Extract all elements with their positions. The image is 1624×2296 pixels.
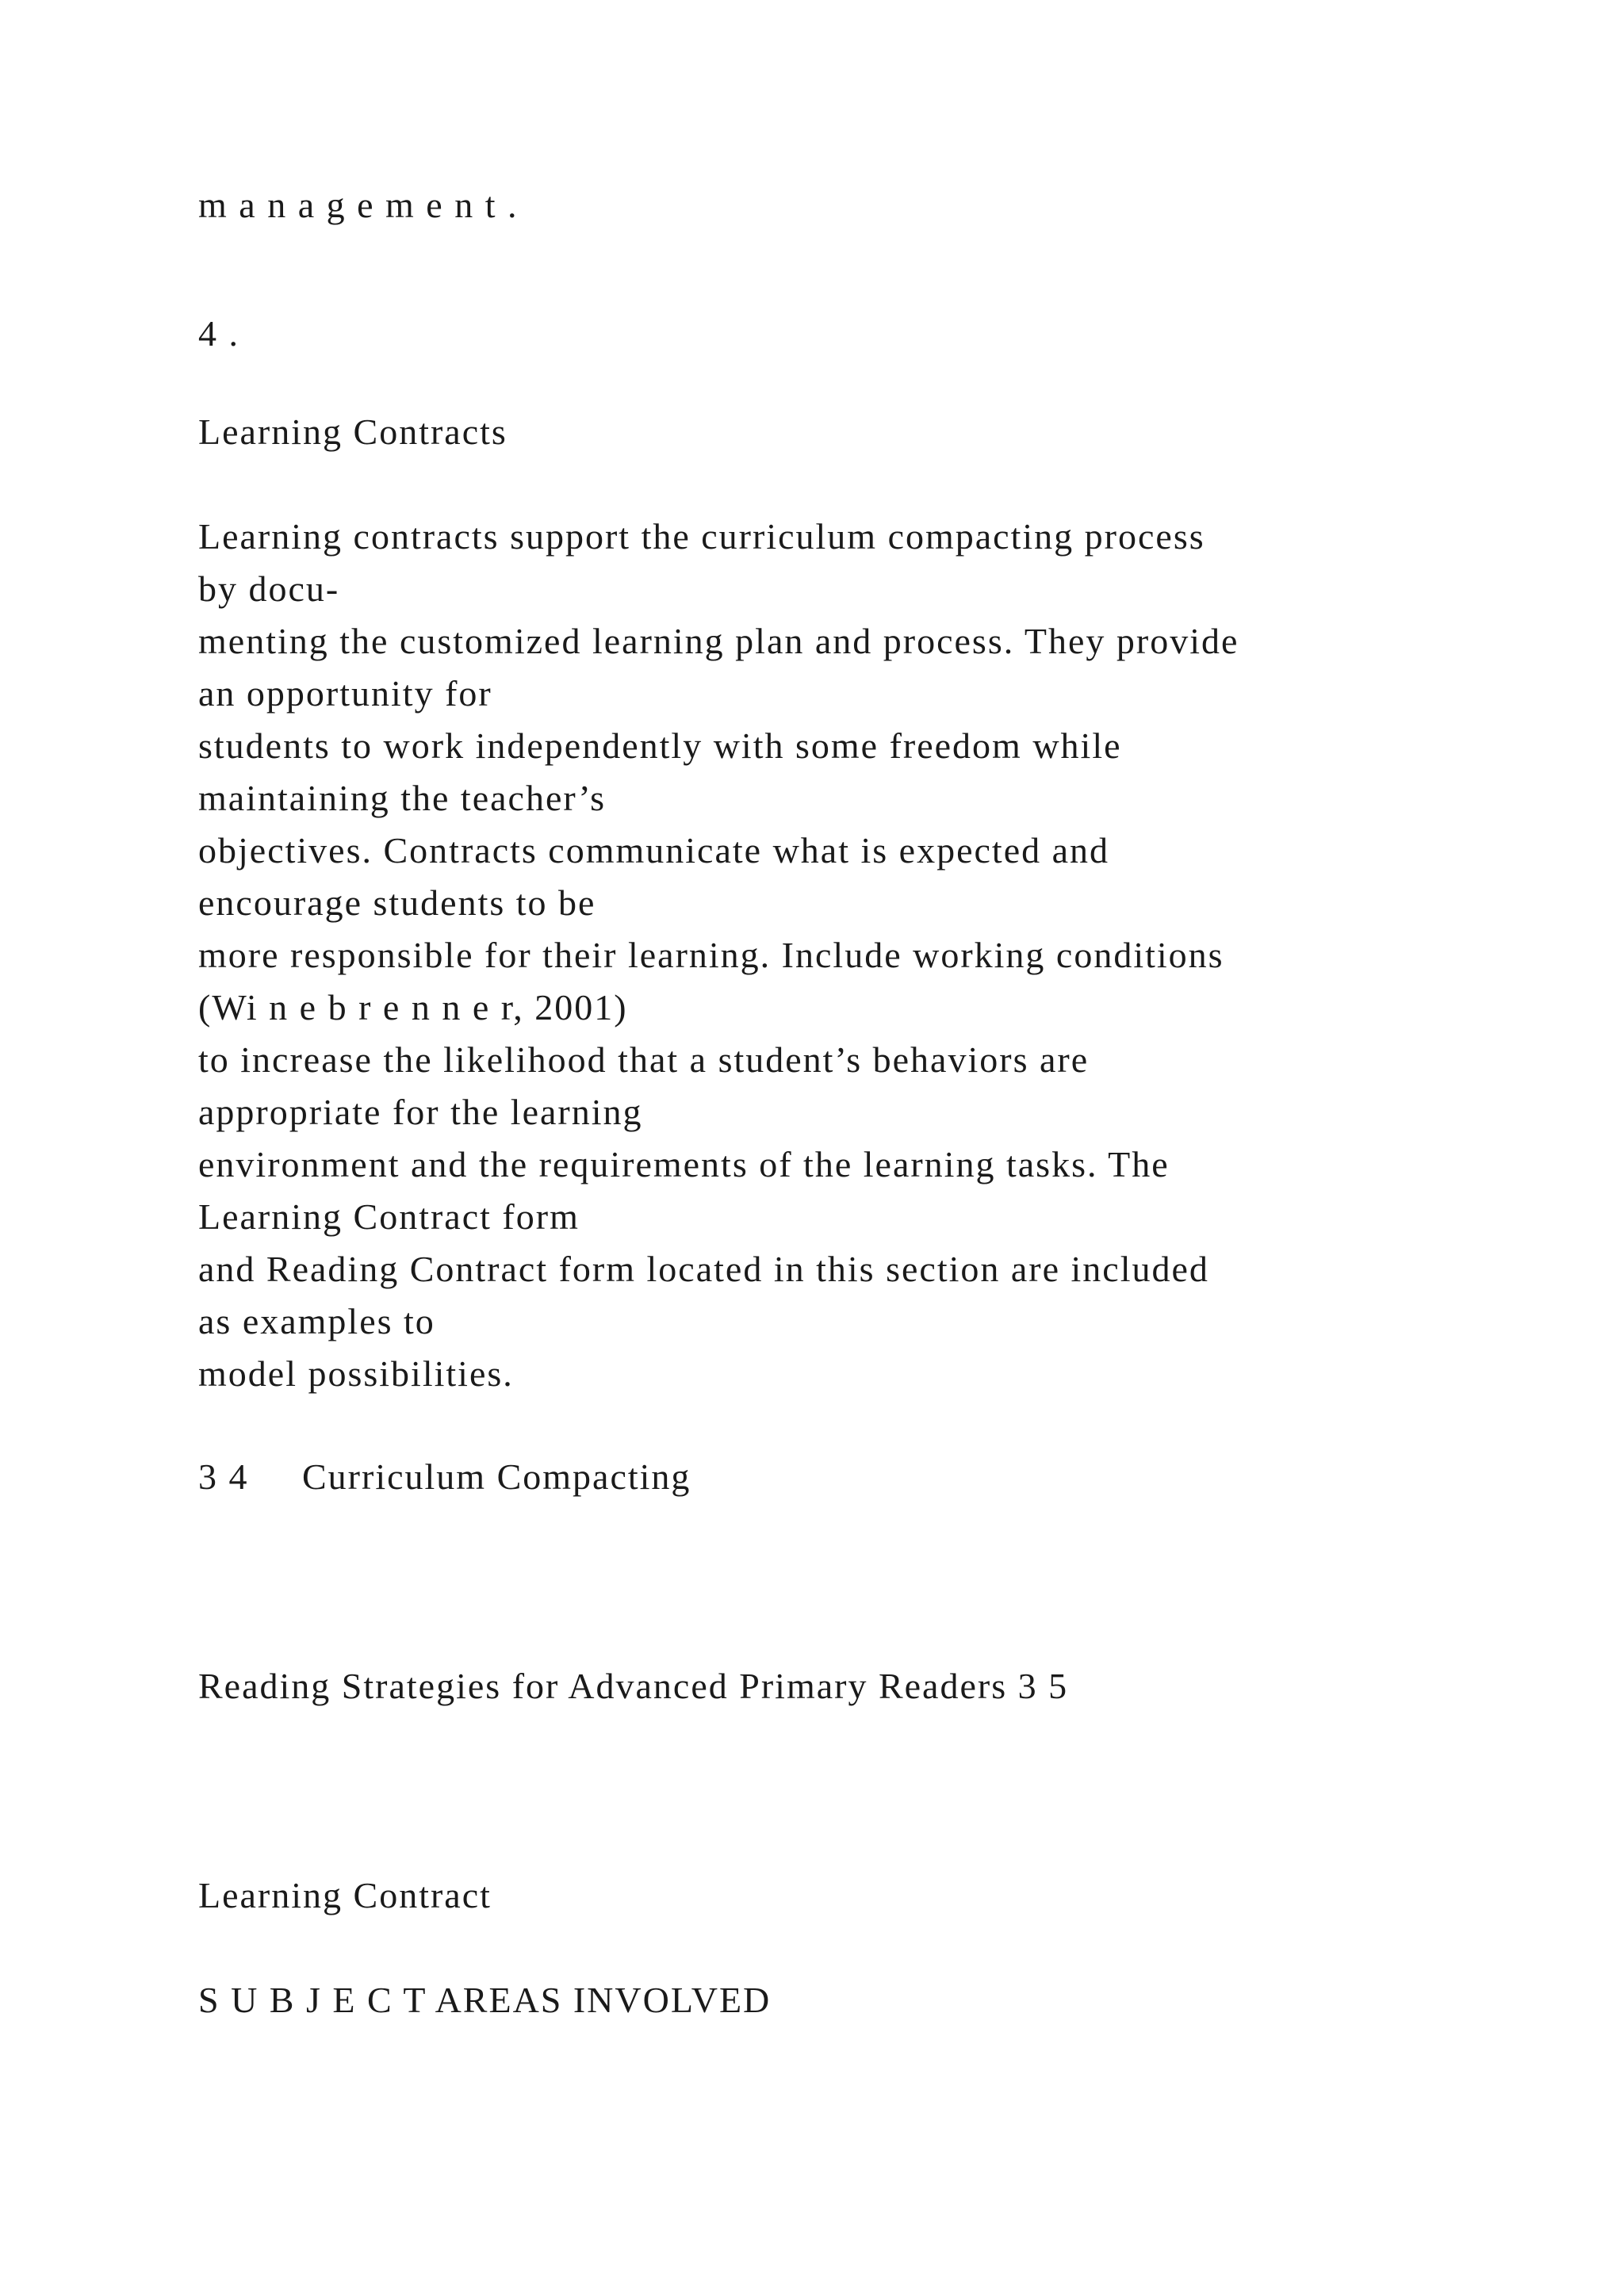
page-footer-left: 3 4 Curriculum Compacting [198, 1456, 691, 1497]
paragraph-line: students to work independently with some freedom while [198, 725, 1122, 766]
paragraph-line: environment and the requirements of the learning tasks. The [198, 1144, 1170, 1184]
paragraph-line: (Wi n e b r e n n e r, 2001) [198, 987, 628, 1027]
paragraph-line: menting the customized learning plan and process. They provide [198, 621, 1239, 661]
paragraph-line: objectives. Contracts communicate what is expected and [198, 830, 1110, 871]
paragraph-line: more responsible for their learning. Include working conditions [198, 935, 1224, 975]
paragraph-line: model possibilities. [198, 1353, 514, 1394]
page-header-right: Reading Strategies for Advanced Primary Readers 3 5 [198, 1666, 1069, 1706]
paragraph-line: to increase the likelihood that a student’s behaviors are [198, 1039, 1090, 1080]
form-section-label: S U B J E C T AREAS INVOLVED [198, 1980, 772, 2020]
paragraph-line: an opportunity for [198, 673, 492, 714]
paragraph-line: as examples to [198, 1301, 435, 1341]
text-line-management: m a n a g e m e n t . [198, 185, 519, 225]
section-heading: Learning Contracts [198, 411, 508, 452]
text-line-item-number: 4 . [198, 313, 239, 354]
paragraph-line: encourage students to be [198, 882, 596, 923]
paragraph-line: Learning contracts support the curriculum compacting process [198, 516, 1205, 557]
paragraph-line: Learning Contract form [198, 1196, 580, 1237]
form-title: Learning Contract [198, 1875, 492, 1915]
paragraph-line: maintaining the teacher’s [198, 778, 607, 818]
paragraph-line: by docu- [198, 568, 340, 609]
paragraph-line: and Reading Contract form located in this section are included [198, 1249, 1209, 1289]
paragraph-line: appropriate for the learning [198, 1092, 643, 1132]
